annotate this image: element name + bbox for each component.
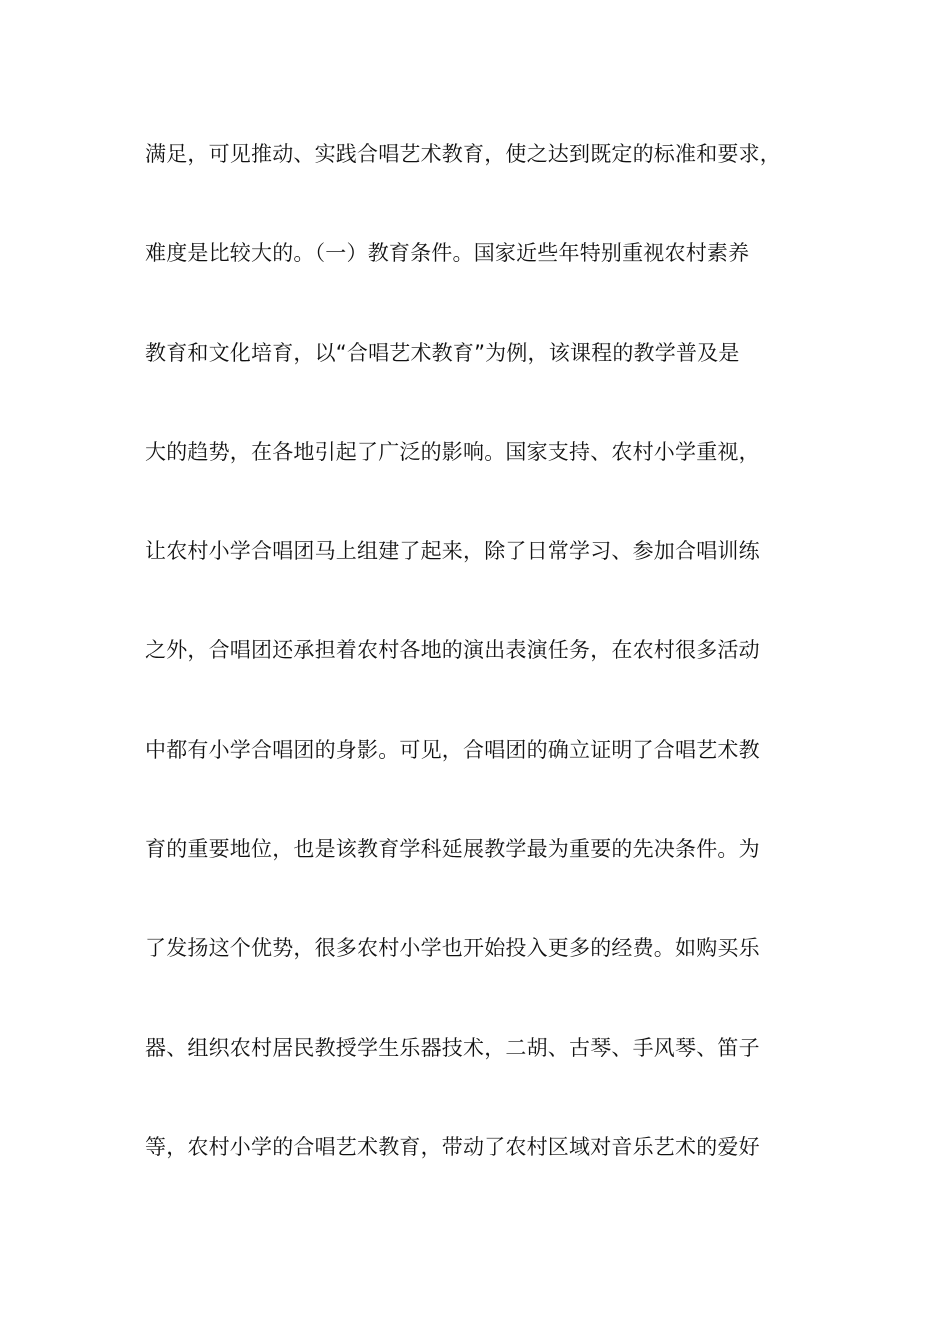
body-paragraph — [145, 130, 835, 1222]
text-line: 大的趋势，在各地引起了广泛的影响。国家支持、农村小学重视， — [145, 439, 760, 464]
text-line: 难度是比较大的。（一）教育条件。国家近些年特别重视农村素养 — [145, 241, 750, 266]
text-line: 育的重要地位，也是该教育学科延展教学最为重要的先决条件。为 — [145, 837, 760, 862]
text-line: 教育和文化培育，以“合唱艺术教育”为例，该课程的教学普及是 — [145, 340, 740, 365]
text-line: 器、组织农村居民教授学生乐器技术，二胡、古琴、手风琴、笛子 — [145, 1035, 760, 1060]
text-line: 满足，可见推动、实践合唱艺术教育，使之达到既定的标准和要求， — [145, 142, 781, 166]
text-line: 让农村小学合唱团马上组建了起来，除了日常学习、参加合唱训练 — [145, 539, 760, 564]
text-line: 中都有小学合唱团的身影。可见，合唱团的确立证明了合唱艺术教 — [145, 737, 760, 762]
text-line: 了发扬这个优势，很多农村小学也开始投入更多的经费。如购买乐 — [145, 936, 760, 961]
text-line: 之外，合唱团还承担着农村各地的演出表演任务，在农村很多活动 — [145, 638, 760, 663]
text-line: 等，农村小学的合唱艺术教育，带动了农村区域对音乐艺术的爱好 — [145, 1134, 760, 1159]
